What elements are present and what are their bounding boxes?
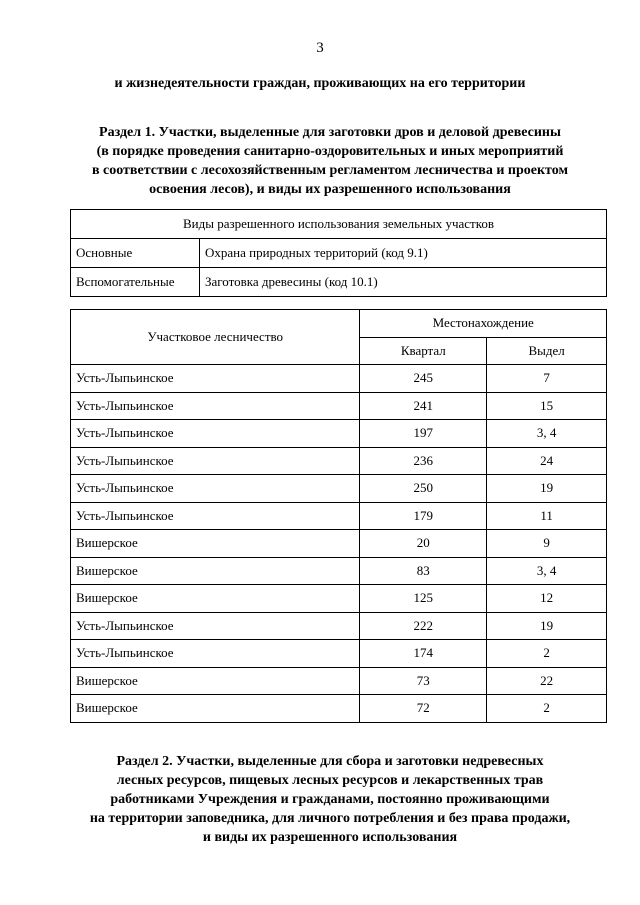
use-value-cell: Заготовка древесины (код 10.1) [200, 268, 607, 297]
section-2-title-line: работниками Учреждения и гражданами, постоянно проживающими [110, 792, 550, 807]
forestry-cell: Вишерское [71, 530, 360, 558]
forestry-cell: Усть-Лыпьинское [71, 502, 360, 530]
quarter-cell: 174 [360, 640, 487, 668]
section-2-title-line: лесных ресурсов, пищевых лесных ресурсов и лекарственных трав [116, 773, 544, 788]
compartment-cell: 2 [487, 695, 607, 723]
use-type-cell: Вспомогательные [71, 268, 200, 297]
use-type-cell: Основные [71, 239, 200, 268]
table-row [71, 557, 607, 585]
quarter-cell: 83 [360, 557, 487, 585]
table-header-row [71, 210, 607, 239]
location-column-header: Местонахождение [360, 310, 607, 338]
quarter-cell: 250 [360, 475, 487, 503]
forestry-cell: Вишерское [71, 695, 360, 723]
forestry-cell: Вишерское [71, 667, 360, 695]
section-2-title-line: и виды их разрешенного использования [202, 830, 458, 845]
continuation-line: и жизнедеятельности граждан, проживающих на его территории [114, 76, 526, 91]
use-value-cell: Охрана природных территорий (код 9.1) [200, 239, 607, 268]
section-2-title-line: на территории заповедника, для личного потребления и без права продажи, [89, 811, 571, 826]
section-2-title-line: Раздел 2. Участки, выделенные для сбора и заготовки недревесных [116, 754, 544, 769]
forestry-cell: Усть-Лыпьинское [71, 420, 360, 448]
quarter-column-header: Квартал [360, 337, 487, 365]
compartment-cell: 15 [487, 392, 607, 420]
section-1-title-line: (в порядке проведения санитарно-оздоровительных и иных мероприятий [96, 144, 564, 159]
section-1-title-line: Раздел 1. Участки, выделенные для заготовки дров и деловой древесины [99, 125, 561, 140]
compartment-cell: 7 [487, 365, 607, 393]
quarter-cell: 72 [360, 695, 487, 723]
table-row [71, 365, 607, 393]
compartment-cell: 11 [487, 502, 607, 530]
compartment-column-header: Выдел [487, 337, 607, 365]
compartment-cell: 12 [487, 585, 607, 613]
location-table [70, 309, 607, 723]
table-row [71, 667, 607, 695]
quarter-cell: 236 [360, 447, 487, 475]
compartment-cell: 2 [487, 640, 607, 668]
forestry-cell: Вишерское [71, 585, 360, 613]
table-row [71, 640, 607, 668]
compartment-cell: 19 [487, 612, 607, 640]
table-header-row [71, 310, 607, 338]
forestry-cell: Вишерское [71, 557, 360, 585]
table-row [71, 612, 607, 640]
section-1-title [60, 123, 600, 199]
quarter-cell: 73 [360, 667, 487, 695]
quarter-cell: 197 [360, 420, 487, 448]
table-row [71, 392, 607, 420]
table-row [71, 268, 607, 297]
forestry-column-header: Участковое лесничество [71, 310, 360, 365]
forestry-cell: Усть-Лыпьинское [71, 365, 360, 393]
page-number: 3 [316, 40, 324, 56]
permitted-use-header: Виды разрешенного использования земельных участков [71, 210, 607, 239]
compartment-cell: 24 [487, 447, 607, 475]
forestry-cell: Усть-Лыпьинское [71, 475, 360, 503]
compartment-cell: 3, 4 [487, 420, 607, 448]
quarter-cell: 241 [360, 392, 487, 420]
table-row [71, 475, 607, 503]
quarter-cell: 125 [360, 585, 487, 613]
section-2-title [60, 752, 600, 847]
compartment-cell: 22 [487, 667, 607, 695]
compartment-cell: 3, 4 [487, 557, 607, 585]
table-row [71, 447, 607, 475]
section-1-title-line: освоения лесов), и виды их разрешенного использования [149, 182, 511, 197]
section-1-title-line: в соответствии с лесохозяйственным регламентом лесничества и проектом [91, 163, 569, 178]
quarter-cell: 222 [360, 612, 487, 640]
quarter-cell: 245 [360, 365, 487, 393]
compartment-cell: 9 [487, 530, 607, 558]
table-row [71, 585, 607, 613]
forestry-cell: Усть-Лыпьинское [71, 392, 360, 420]
forestry-cell: Усть-Лыпьинское [71, 640, 360, 668]
table-row [71, 695, 607, 723]
table-row [71, 530, 607, 558]
table-row [71, 420, 607, 448]
table-row [71, 502, 607, 530]
forestry-cell: Усть-Лыпьинское [71, 447, 360, 475]
quarter-cell: 20 [360, 530, 487, 558]
permitted-use-table [70, 209, 607, 297]
quarter-cell: 179 [360, 502, 487, 530]
forestry-cell: Усть-Лыпьинское [71, 612, 360, 640]
table-row [71, 239, 607, 268]
compartment-cell: 19 [487, 475, 607, 503]
